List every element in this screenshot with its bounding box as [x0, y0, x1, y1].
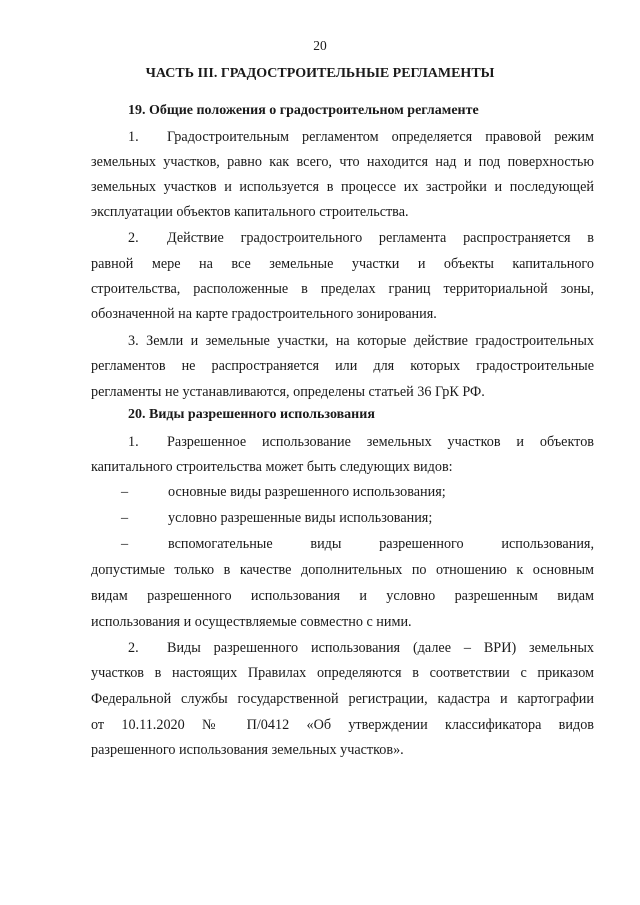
paragraph-number: 2.: [128, 230, 139, 246]
document-page: 20 ЧАСТЬ III. ГРАДОСТРОИТЕЛЬНЫЕ РЕГЛАМЕНТЫ 19. Общие положения о градостроительном регламенте 1. Градостроительным регламентом определяется правовой режим земельных участков, равно как всего, что находится над и под поверхностью земельных участков и используется в процессе их застройки и последующей эксплуатации объектов капитального строительства. 2. Действие градостроительного регламента распространяется в равной мере на все земельные участки и объекты капитального строительства, расположенные в пределах границ территориальной зоны, обозначенной на карте градостроительного зонирования. 3. Земли и земельные участки, на которые действие градостроительных регламентов не распространяется или для которых градостроительные регламенты не устанавливаются, определены статьей 36 ГрК РФ. 20. Виды разрешенного использования 1. Разрешенное использование земельных участков и объектов капитального строительства может быть следующих видов: – основные виды разрешенного использования; – условно разрешенные виды использования; – вспомогательные виды разрешенного использования, допустимые только в качестве дополнительных по отношению к основным видам разрешенного использования и условно разрешенным видам использования и осуществляемые совместно с ними. 2. Виды разрешенного использования (далее – ВРИ) земельных участков в настоящих Правилах определяются в соответствии с приказом Федеральной службы государственной регистрации, кадастра и картографии от 10.11.2020 № П/0412 «Об утверждении классификатора видов разрешенного использования земельных участков».: [0, 0, 640, 905]
dash-marker: –: [121, 536, 129, 552]
paragraph-number: 1.: [128, 129, 139, 145]
section-19-title: 19. Общие положения о градостроительном регламенте: [128, 103, 479, 118]
part-title: ЧАСТЬ III. ГРАДОСТРОИТЕЛЬНЫЕ РЕГЛАМЕНТЫ: [145, 66, 495, 81]
dash-marker: –: [121, 484, 129, 500]
dash-marker: –: [121, 510, 129, 526]
paragraph-number: 1.: [128, 434, 139, 450]
section-20-title: 20. Виды разрешенного использования: [128, 407, 375, 422]
paragraph-number: 2.: [128, 640, 139, 656]
page-number: 20: [313, 38, 327, 53]
